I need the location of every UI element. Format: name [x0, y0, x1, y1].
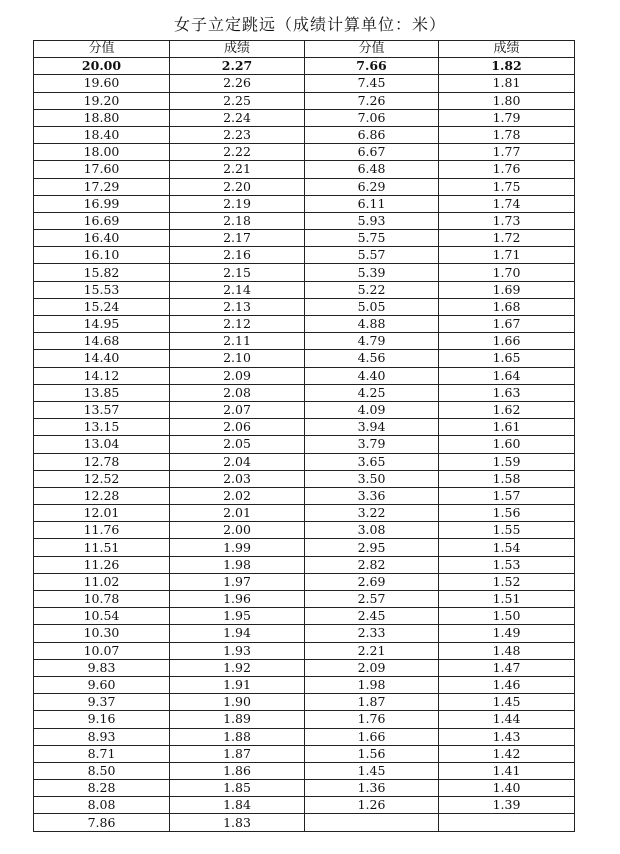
- cell-result-left: 1.98: [170, 556, 305, 573]
- cell-result-right: 1.50: [439, 608, 575, 625]
- cell-result-left: 2.22: [170, 144, 305, 161]
- cell-score-left: 14.95: [34, 316, 170, 333]
- cell-score-left: 15.24: [34, 298, 170, 315]
- cell-score-right: 3.79: [305, 436, 439, 453]
- table-row: [34, 780, 575, 797]
- cell-score-right: 1.76: [305, 711, 439, 728]
- cell-score-left: 12.01: [34, 505, 170, 522]
- cell-score-right: 2.45: [305, 608, 439, 625]
- cell-result-right: 1.56: [439, 505, 575, 522]
- cell-score-left: 13.15: [34, 419, 170, 436]
- cell-result-left: 2.11: [170, 333, 305, 350]
- cell-result-right: 1.75: [439, 178, 575, 195]
- cell-result-left: 2.26: [170, 75, 305, 92]
- table-row: [34, 298, 575, 315]
- table-row: [34, 591, 575, 608]
- cell-result-left: 2.21: [170, 161, 305, 178]
- cell-result-left: 1.88: [170, 728, 305, 745]
- cell-result-right: 1.64: [439, 367, 575, 384]
- cell-score-left: 14.68: [34, 333, 170, 350]
- cell-result-right: 1.47: [439, 659, 575, 676]
- table-row: [34, 419, 575, 436]
- header-score-right: 分值: [305, 41, 439, 58]
- cell-result-left: 2.14: [170, 281, 305, 298]
- cell-result-left: 2.07: [170, 401, 305, 418]
- cell-score-right: 3.65: [305, 453, 439, 470]
- cell-score-right: 1.56: [305, 745, 439, 762]
- cell-result-left: 2.20: [170, 178, 305, 195]
- table-row: [34, 797, 575, 814]
- table-row: [34, 350, 575, 367]
- cell-score-left: 9.60: [34, 676, 170, 693]
- cell-result-left: 1.89: [170, 711, 305, 728]
- cell-score-right: 5.75: [305, 230, 439, 247]
- cell-score-right: 7.45: [305, 75, 439, 92]
- cell-score-left: 16.10: [34, 247, 170, 264]
- cell-score-left: 13.57: [34, 401, 170, 418]
- table-row: [34, 333, 575, 350]
- cell-result-left: 2.08: [170, 384, 305, 401]
- cell-result-right: 1.54: [439, 539, 575, 556]
- cell-score-right: [305, 814, 439, 831]
- cell-result-right: 1.79: [439, 109, 575, 126]
- cell-score-right: 2.95: [305, 539, 439, 556]
- cell-score-left: 11.51: [34, 539, 170, 556]
- cell-score-right: 1.98: [305, 676, 439, 693]
- cell-score-right: 4.88: [305, 316, 439, 333]
- cell-result-left: 2.04: [170, 453, 305, 470]
- cell-result-left: 1.97: [170, 573, 305, 590]
- cell-score-left: 17.60: [34, 161, 170, 178]
- cell-result-left: 1.86: [170, 762, 305, 779]
- cell-result-left: 2.23: [170, 126, 305, 143]
- table-row: [34, 281, 575, 298]
- cell-result-left: 2.24: [170, 109, 305, 126]
- cell-score-left: 16.40: [34, 230, 170, 247]
- cell-score-right: 6.11: [305, 195, 439, 212]
- score-table-body: [34, 58, 575, 831]
- cell-result-right: 1.60: [439, 436, 575, 453]
- cell-score-right: 2.21: [305, 642, 439, 659]
- cell-score-left: 8.08: [34, 797, 170, 814]
- cell-score-left: 8.93: [34, 728, 170, 745]
- cell-score-right: 5.39: [305, 264, 439, 281]
- cell-result-right: 1.49: [439, 625, 575, 642]
- cell-score-right: 2.09: [305, 659, 439, 676]
- cell-result-left: 2.12: [170, 316, 305, 333]
- cell-result-right: 1.70: [439, 264, 575, 281]
- table-row: [34, 762, 575, 779]
- cell-result-right: 1.48: [439, 642, 575, 659]
- cell-result-left: 1.95: [170, 608, 305, 625]
- cell-score-left: 12.52: [34, 470, 170, 487]
- cell-score-left: 9.83: [34, 659, 170, 676]
- cell-score-left: 15.82: [34, 264, 170, 281]
- table-row: [34, 178, 575, 195]
- header-result-left: 成绩: [170, 41, 305, 58]
- cell-score-left: 19.60: [34, 75, 170, 92]
- cell-score-left: 7.86: [34, 814, 170, 831]
- cell-result-right: 1.44: [439, 711, 575, 728]
- table-row: [34, 109, 575, 126]
- cell-result-right: 1.42: [439, 745, 575, 762]
- cell-result-right: 1.53: [439, 556, 575, 573]
- cell-score-right: 4.40: [305, 367, 439, 384]
- cell-result-right: 1.67: [439, 316, 575, 333]
- cell-result-right: 1.55: [439, 522, 575, 539]
- cell-score-left: 18.40: [34, 126, 170, 143]
- table-row: [34, 814, 575, 831]
- table-row: [34, 711, 575, 728]
- cell-result-left: 1.87: [170, 745, 305, 762]
- cell-result-right: 1.68: [439, 298, 575, 315]
- cell-result-right: 1.57: [439, 487, 575, 504]
- table-row: [34, 144, 575, 161]
- cell-score-left: 16.69: [34, 212, 170, 229]
- cell-score-left: 10.78: [34, 591, 170, 608]
- cell-score-right: 1.36: [305, 780, 439, 797]
- cell-result-right: 1.77: [439, 144, 575, 161]
- cell-score-left: 13.85: [34, 384, 170, 401]
- cell-result-right: 1.59: [439, 453, 575, 470]
- table-row: [34, 573, 575, 590]
- cell-result-right: 1.74: [439, 195, 575, 212]
- cell-result-left: 2.03: [170, 470, 305, 487]
- cell-score-left: 14.12: [34, 367, 170, 384]
- cell-score-right: 1.45: [305, 762, 439, 779]
- table-row: [34, 367, 575, 384]
- cell-score-right: 1.66: [305, 728, 439, 745]
- cell-result-left: 2.18: [170, 212, 305, 229]
- cell-result-left: 2.09: [170, 367, 305, 384]
- table-row: [34, 539, 575, 556]
- cell-result-left: 1.91: [170, 676, 305, 693]
- table-row: [34, 247, 575, 264]
- table-row: [34, 264, 575, 281]
- cell-score-right: 2.33: [305, 625, 439, 642]
- cell-result-right: 1.80: [439, 92, 575, 109]
- cell-score-right: 3.94: [305, 419, 439, 436]
- cell-result-right: 1.46: [439, 676, 575, 693]
- table-row: [34, 384, 575, 401]
- table-row: [34, 694, 575, 711]
- header-score-left: 分值: [34, 41, 170, 58]
- cell-score-right: 6.29: [305, 178, 439, 195]
- cell-result-right: 1.39: [439, 797, 575, 814]
- cell-result-left: 1.84: [170, 797, 305, 814]
- cell-score-right: 5.93: [305, 212, 439, 229]
- cell-result-left: 2.17: [170, 230, 305, 247]
- table-row: [34, 608, 575, 625]
- cell-score-left: 15.53: [34, 281, 170, 298]
- cell-score-right: 2.57: [305, 591, 439, 608]
- cell-result-left: 2.10: [170, 350, 305, 367]
- table-row: [34, 522, 575, 539]
- cell-score-right: 3.50: [305, 470, 439, 487]
- cell-score-left: 16.99: [34, 195, 170, 212]
- cell-score-left: 8.28: [34, 780, 170, 797]
- cell-score-right: 6.67: [305, 144, 439, 161]
- cell-result-left: 2.27: [170, 58, 305, 75]
- cell-score-left: 14.40: [34, 350, 170, 367]
- cell-result-left: 1.83: [170, 814, 305, 831]
- table-header-row: [34, 41, 575, 58]
- cell-result-right: 1.81: [439, 75, 575, 92]
- cell-result-right: [439, 814, 575, 831]
- table-row: [34, 676, 575, 693]
- cell-score-left: 20.00: [34, 58, 170, 75]
- cell-score-right: 5.05: [305, 298, 439, 315]
- table-row: [34, 659, 575, 676]
- cell-result-left: 1.92: [170, 659, 305, 676]
- cell-result-left: 2.02: [170, 487, 305, 504]
- cell-result-right: 1.78: [439, 126, 575, 143]
- cell-score-left: 18.00: [34, 144, 170, 161]
- table-row: [34, 195, 575, 212]
- table-row: [34, 75, 575, 92]
- cell-score-right: 4.79: [305, 333, 439, 350]
- cell-score-left: 8.50: [34, 762, 170, 779]
- cell-result-right: 1.58: [439, 470, 575, 487]
- cell-score-left: 10.07: [34, 642, 170, 659]
- page-title: 女子立定跳远（成绩计算单位：米）: [173, 15, 446, 34]
- cell-score-right: 3.36: [305, 487, 439, 504]
- cell-result-right: 1.40: [439, 780, 575, 797]
- table-row: [34, 230, 575, 247]
- cell-score-right: 1.87: [305, 694, 439, 711]
- table-row: [34, 728, 575, 745]
- cell-result-right: 1.45: [439, 694, 575, 711]
- cell-result-right: 1.63: [439, 384, 575, 401]
- cell-result-right: 1.69: [439, 281, 575, 298]
- cell-result-left: 1.99: [170, 539, 305, 556]
- cell-score-left: 8.71: [34, 745, 170, 762]
- cell-score-left: 13.04: [34, 436, 170, 453]
- cell-result-right: 1.62: [439, 401, 575, 418]
- cell-score-right: 4.09: [305, 401, 439, 418]
- cell-score-left: 11.76: [34, 522, 170, 539]
- cell-result-right: 1.65: [439, 350, 575, 367]
- table-row: [34, 505, 575, 522]
- cell-score-left: 12.28: [34, 487, 170, 504]
- cell-result-left: 2.19: [170, 195, 305, 212]
- cell-score-right: 2.69: [305, 573, 439, 590]
- cell-result-left: 2.06: [170, 419, 305, 436]
- table-row: [34, 212, 575, 229]
- table-row: [34, 436, 575, 453]
- table-row: [34, 625, 575, 642]
- cell-result-left: 1.93: [170, 642, 305, 659]
- cell-result-right: 1.51: [439, 591, 575, 608]
- cell-result-left: 1.96: [170, 591, 305, 608]
- cell-result-left: 2.25: [170, 92, 305, 109]
- table-row: [34, 453, 575, 470]
- table-row: [34, 487, 575, 504]
- cell-score-right: 7.06: [305, 109, 439, 126]
- cell-result-left: 1.85: [170, 780, 305, 797]
- cell-score-left: 18.80: [34, 109, 170, 126]
- cell-score-left: 12.78: [34, 453, 170, 470]
- table-row: [34, 161, 575, 178]
- cell-score-right: 1.26: [305, 797, 439, 814]
- table-row: [34, 556, 575, 573]
- cell-score-right: 3.22: [305, 505, 439, 522]
- cell-result-left: 1.90: [170, 694, 305, 711]
- cell-result-right: 1.76: [439, 161, 575, 178]
- cell-result-right: 1.66: [439, 333, 575, 350]
- cell-result-left: 2.00: [170, 522, 305, 539]
- cell-score-right: 3.08: [305, 522, 439, 539]
- score-table: [33, 40, 575, 832]
- table-row: [34, 92, 575, 109]
- cell-score-left: 10.54: [34, 608, 170, 625]
- table-row: [34, 470, 575, 487]
- cell-result-left: 2.05: [170, 436, 305, 453]
- table-row: [34, 126, 575, 143]
- cell-score-right: 5.22: [305, 281, 439, 298]
- cell-result-left: 2.15: [170, 264, 305, 281]
- table-row: [34, 316, 575, 333]
- cell-result-left: 1.94: [170, 625, 305, 642]
- cell-result-right: 1.41: [439, 762, 575, 779]
- cell-score-left: 11.26: [34, 556, 170, 573]
- cell-result-left: 2.13: [170, 298, 305, 315]
- cell-score-right: 4.56: [305, 350, 439, 367]
- cell-result-right: 1.71: [439, 247, 575, 264]
- cell-result-right: 1.82: [439, 58, 575, 75]
- cell-score-right: 6.48: [305, 161, 439, 178]
- cell-score-right: 7.66: [305, 58, 439, 75]
- cell-score-left: 10.30: [34, 625, 170, 642]
- cell-score-left: 9.16: [34, 711, 170, 728]
- cell-score-right: 4.25: [305, 384, 439, 401]
- cell-result-left: 2.16: [170, 247, 305, 264]
- cell-result-right: 1.72: [439, 230, 575, 247]
- cell-score-right: 2.82: [305, 556, 439, 573]
- header-result-right: 成绩: [439, 41, 575, 58]
- cell-result-right: 1.73: [439, 212, 575, 229]
- table-row: [34, 58, 575, 75]
- cell-score-left: 9.37: [34, 694, 170, 711]
- cell-score-left: 17.29: [34, 178, 170, 195]
- table-row: [34, 401, 575, 418]
- cell-score-right: 5.57: [305, 247, 439, 264]
- cell-score-right: 6.86: [305, 126, 439, 143]
- table-row: [34, 745, 575, 762]
- table-row: [34, 642, 575, 659]
- cell-result-right: 1.43: [439, 728, 575, 745]
- cell-score-right: 7.26: [305, 92, 439, 109]
- cell-result-left: 2.01: [170, 505, 305, 522]
- cell-score-left: 19.20: [34, 92, 170, 109]
- cell-result-right: 1.52: [439, 573, 575, 590]
- cell-result-right: 1.61: [439, 419, 575, 436]
- cell-score-left: 11.02: [34, 573, 170, 590]
